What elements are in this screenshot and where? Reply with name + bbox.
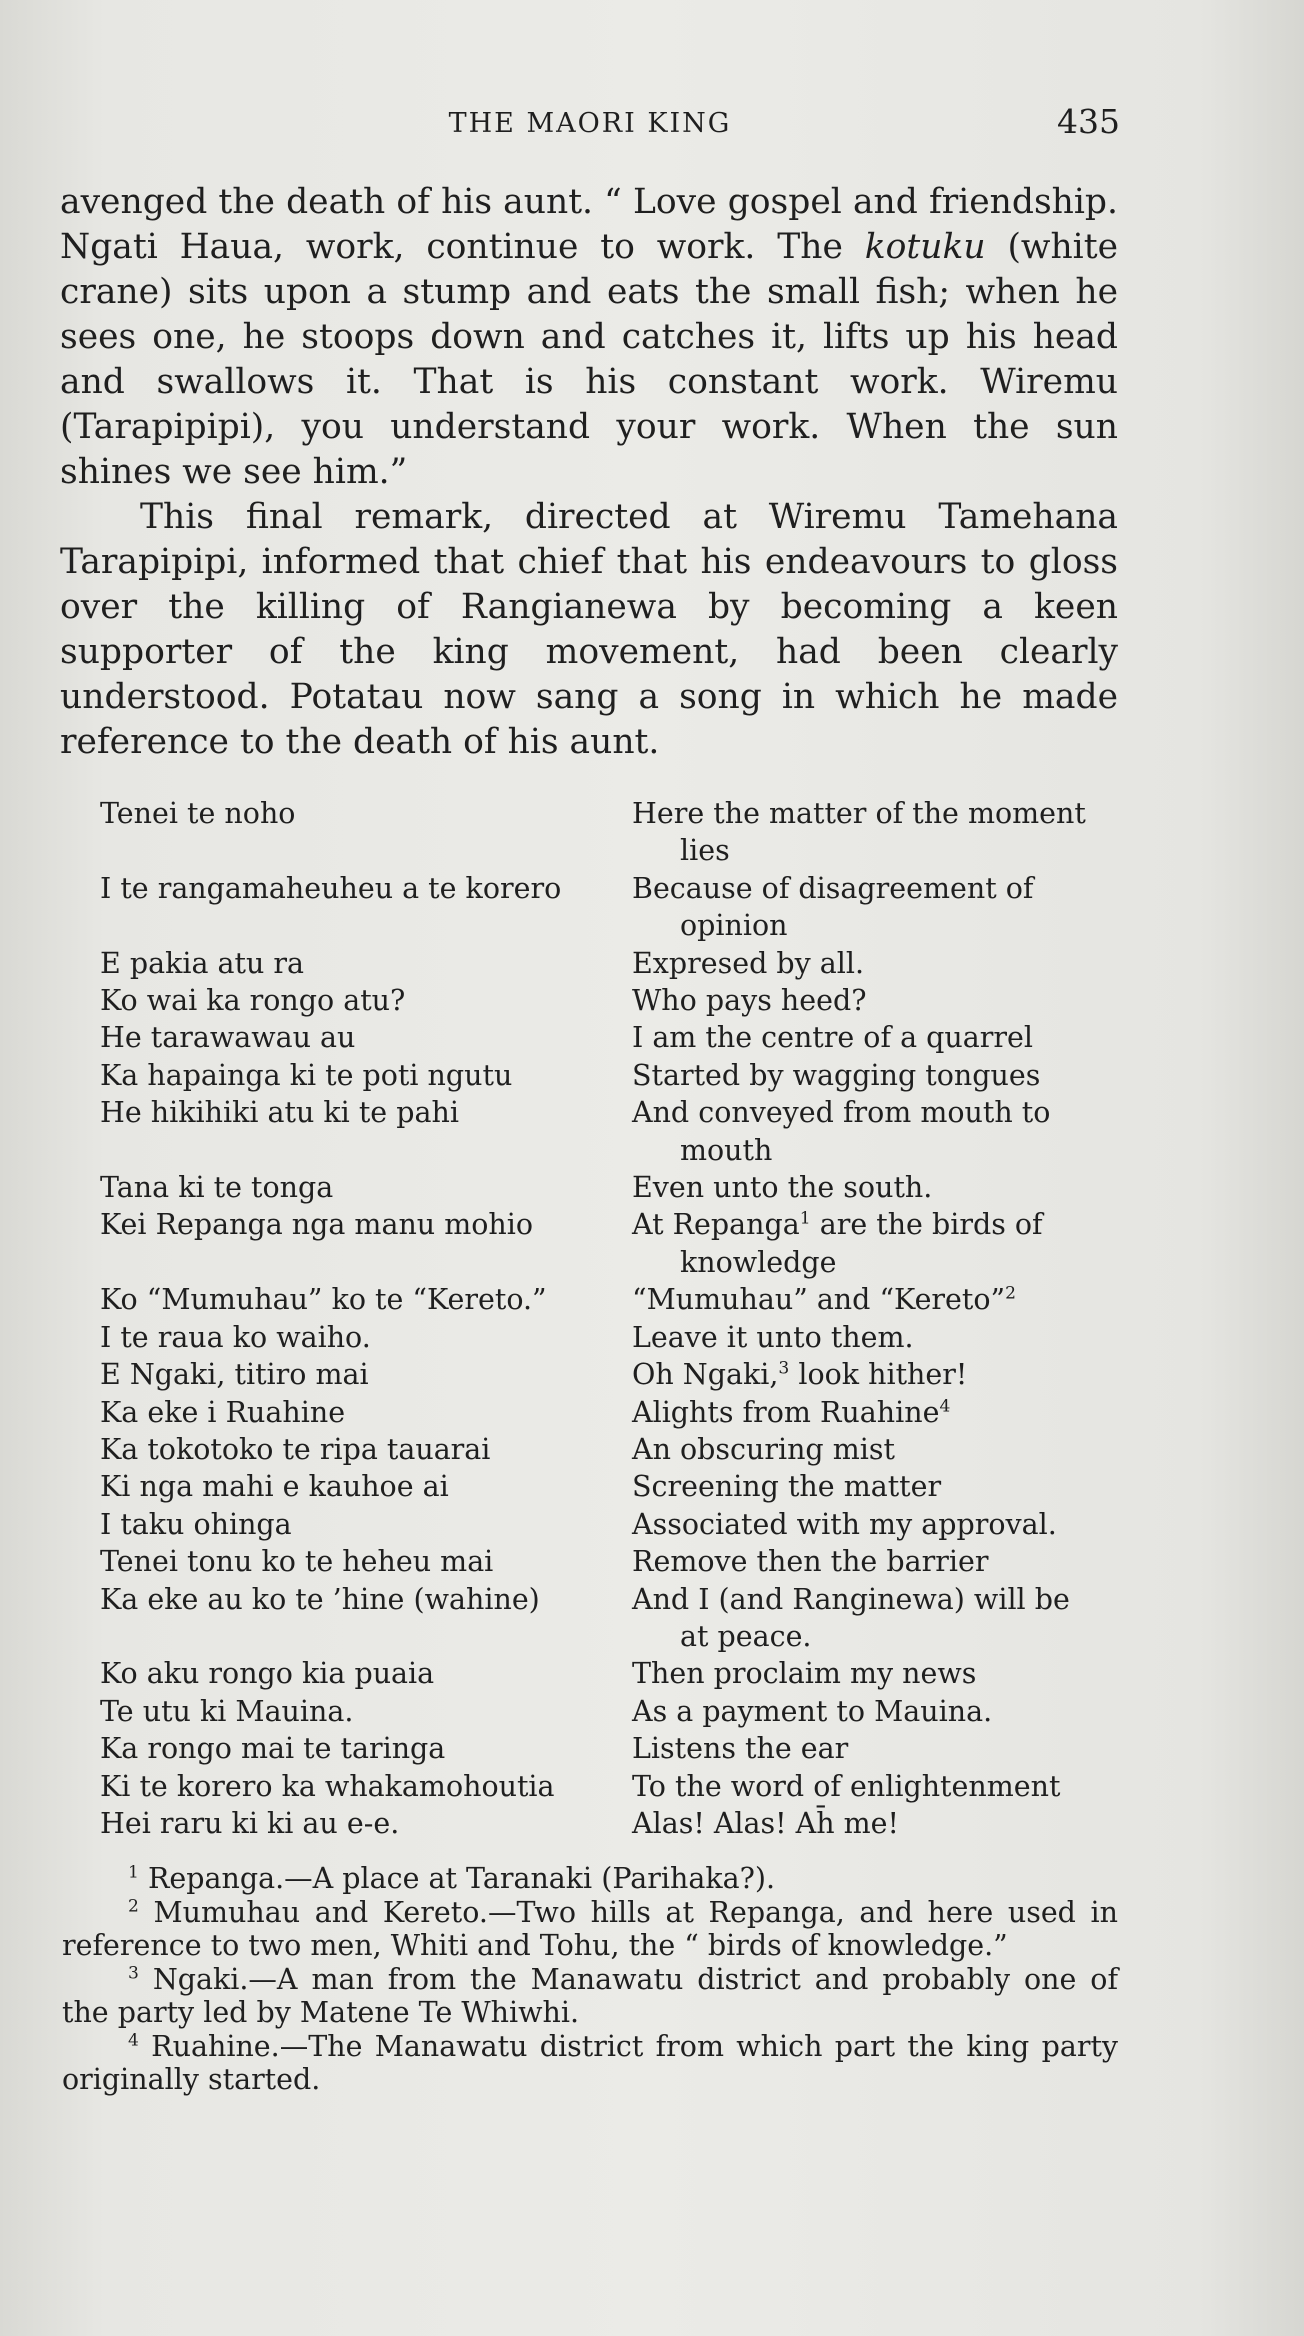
english-line [632,1543,1120,1580]
maori-line: Tenei te noho [100,797,296,830]
maori-line: Tenei tonu ko te heheu mai [100,1545,494,1579]
maori-line: I taku ohinga [100,1507,292,1541]
english-continuation: lies [680,834,730,868]
body-text [60,180,1118,765]
english-continuation: knowledge [680,1245,837,1279]
english-text: Remove then the barrier [632,1545,989,1579]
english-line [632,1319,1120,1356]
running-title: THE MAORI KING [448,108,732,139]
english-line [632,1768,1120,1805]
english-text: Because of disagreement of [632,871,1034,905]
song-verses [100,795,1120,1842]
paragraph-1 [60,180,1118,495]
english-line [632,1805,1120,1842]
verse-row [100,982,1120,1019]
paragraph-1-start: avenged the death of his aunt. “ Love gospel and friendship. Ngati Haua, work, continue to work. The [60,182,1118,267]
english-line [632,1693,1120,1730]
verse-row [100,1693,1120,1730]
footnote-marker: 3 [778,1358,790,1379]
english-line [632,1356,1120,1393]
verse-row [100,1468,1120,1505]
english-line [632,1094,1120,1169]
maori-line: He hikihiki atu ki te pahi [100,1096,459,1130]
english-text: Here the matter of the moment [632,797,1086,830]
footnote-number: 1 [128,1862,139,1883]
maori-line: Ki nga mahi e kauhoe ai [100,1470,449,1504]
english-text: are the birds of [810,1208,1043,1242]
verse-row [100,870,1120,945]
english-text: Associated with my approval. [632,1507,1057,1541]
paragraph-2: This final remark, directed at Wiremu Tamehana Tarapipipi, informed that chief that his endeavours to gloss over the killing of Rangianewa by becoming a keen supporter of the king movement, had been clearly understood. Potatau now sang a song in which he made reference to the death of his aunt. [60,497,1118,762]
verse-row [100,1394,1120,1431]
english-line [632,1730,1120,1767]
verse-row [100,1581,1120,1656]
footnote [62,1862,1118,1896]
verse-row [100,1730,1120,1767]
maori-line: Ko wai ka rongo atu? [100,984,406,1018]
footnote-number: 4 [128,2030,139,2050]
english-line [632,1057,1120,1094]
english-text: Oh Ngaki, [632,1358,779,1392]
footnote-text: Repanga.—A place at Taranaki (Parihaka?). [138,1862,776,1895]
verse-row [100,1805,1120,1842]
english-line [632,1506,1120,1543]
english-text: Listens the ear [632,1732,849,1766]
english-continuation: mouth [680,1133,773,1167]
footnote-text: Ngaki.—A man from the Manawatu district and probably one of the party led by Matene Te Whiwhi. [62,1962,1118,2029]
english-text: look hither! [789,1358,968,1392]
maori-line: Kei Repanga nga manu mohio [100,1208,534,1242]
paragraph-1-end: (white crane) sits upon a stump and eats the small fish; when he sees one, he stoops down and catches it, lifts up his head and swallows it. That is his constant work. Wiremu (Tarapipipi), you understand your work. When the sun shines we see him.” [60,227,1118,492]
verse-row [100,1768,1120,1805]
english-text: At Repanga [632,1208,800,1242]
maori-line: Ka rongo mai te taringa [100,1732,446,1766]
maori-line: E pakia atu ra [100,946,305,980]
maori-line: Hei raru ki ki au e-e. [100,1806,400,1840]
english-text: To the word of enlightenment [632,1769,1061,1803]
english-text: Then proclaim my news [632,1657,977,1691]
footnote-text: Mumuhau and Kereto.—Two hills at Repanga, and here used in reference to two men, Whiti and Tohu, the “ birds of knowledge.” [62,1895,1118,1962]
english-line [632,870,1120,945]
maori-line: Ka eke i Ruahine [100,1395,346,1429]
maori-line: Ki te korero ka whakamohoutia [100,1769,555,1803]
english-text: And I (and Ranginewa) will be [632,1582,1070,1616]
footnote [62,1963,1118,2030]
english-line [632,795,1120,870]
verse-row [100,945,1120,982]
verse-row [100,1019,1120,1056]
english-continuation: at peace. [680,1619,812,1653]
english-text: Alights from Ruahine [632,1395,940,1429]
italic-term: kotuku [864,227,986,267]
maori-line: E Ngaki, titiro mai [100,1358,369,1392]
footnote-marker: 1 [799,1208,811,1229]
verse-row [100,1356,1120,1393]
english-text: I am the centre of a quarrel [632,1021,1033,1055]
english-line [632,945,1120,982]
maori-line: I te rangamaheuheu a te korero [100,871,562,905]
english-line [632,1394,1120,1431]
maori-line: Ka eke au ko te ’hine (wahine) [100,1582,540,1616]
footnote-marker: 2 [1005,1283,1016,1304]
english-text: Expresed by all. [632,946,865,980]
maori-line: Ko aku rongo kia puaia [100,1657,435,1691]
verse-row [100,1206,1120,1281]
english-text: And conveyed from mouth to [632,1096,1051,1130]
english-text: “Mumuhau” and “Kereto” [632,1283,1006,1317]
verse-row [100,1169,1120,1206]
english-line [632,1655,1120,1692]
verse-row [100,1506,1120,1543]
verse-row [100,1094,1120,1169]
maori-line: Ko “Mumuhau” ko te “Kereto.” [100,1283,547,1317]
verse-row [100,1655,1120,1692]
maori-line: Ka hapainga ki te poti ngutu [100,1058,513,1092]
footnote [62,1896,1118,1963]
verse-row [100,1319,1120,1356]
english-text: An obscuring mist [632,1432,895,1466]
english-line [632,1581,1120,1656]
english-line [632,1281,1120,1318]
english-text: Leave it unto them. [632,1320,914,1354]
english-line [632,1468,1120,1505]
maori-line: Te utu ki Mauina. [100,1694,354,1728]
english-line [632,1431,1120,1468]
page-header [60,102,1120,146]
maori-line: Tana ki te tonga [100,1171,334,1205]
page-number: 435 [1057,102,1120,141]
maori-line: I te raua ko waiho. [100,1320,371,1354]
verse-row [100,1431,1120,1468]
footnote [62,2030,1118,2097]
english-text: Started by wagging tongues [632,1058,1041,1092]
footnote-number: 3 [128,1963,139,1983]
maori-line: Ka tokotoko te ripa tauarai [100,1432,491,1466]
footnote-marker: 4 [939,1396,951,1416]
english-text: As a payment to Mauina. [632,1694,993,1728]
english-line [632,1169,1120,1206]
english-text: Even unto the south. [632,1171,933,1205]
english-line [632,1019,1120,1056]
english-text: Alas! Alas! Ah̄ me! [632,1806,899,1840]
verse-row [100,1057,1120,1094]
maori-line: He tarawawau au [100,1021,356,1055]
english-continuation: opinion [680,909,788,943]
verse-row [100,1543,1120,1580]
footnotes [62,1862,1118,2097]
english-text: Who pays heed? [632,984,867,1018]
english-text: Screening the matter [632,1470,942,1504]
english-line [632,982,1120,1019]
verse-row [100,795,1120,870]
english-line [632,1206,1120,1281]
verse-row [100,1281,1120,1318]
footnote-text: Ruahine.—The Manawatu district from which part the king party originally started. [62,2029,1118,2096]
footnote-number: 2 [128,1896,139,1916]
